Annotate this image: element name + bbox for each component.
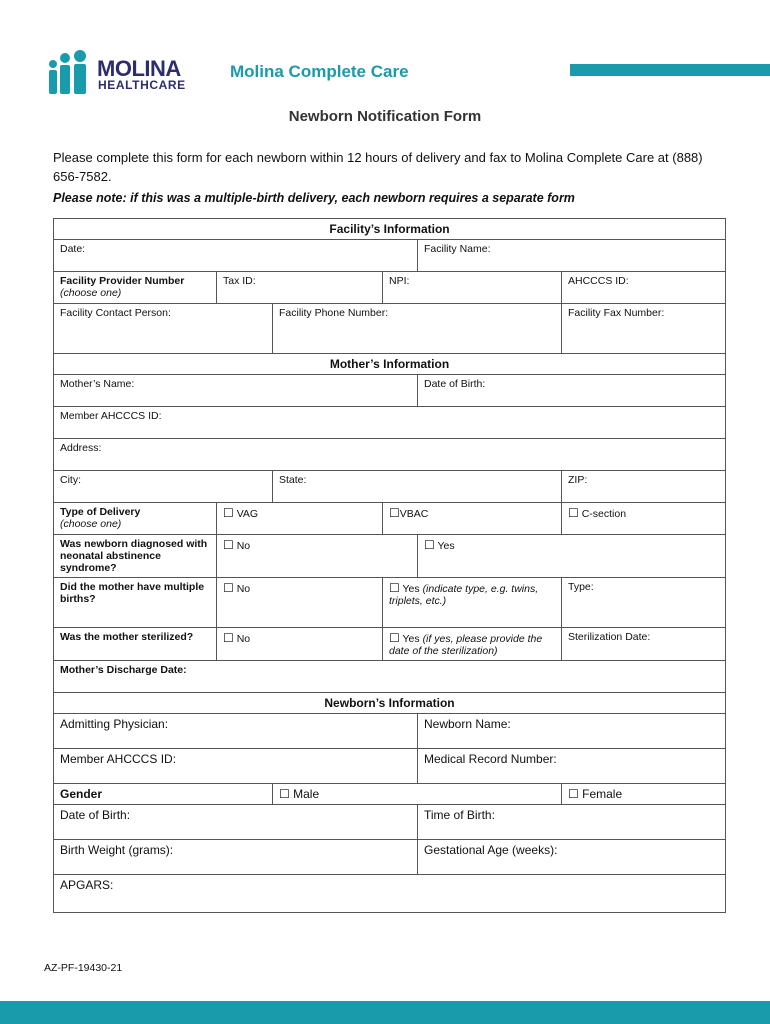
provider-number-label: Facility Provider Number (choose one) (54, 272, 217, 304)
ahcccs-id-field[interactable]: AHCCCS ID: (562, 272, 726, 304)
brand-name: Molina Complete Care (230, 62, 409, 81)
mother-dob-field[interactable]: Date of Birth: (418, 375, 726, 407)
csection-option[interactable]: ☐ C-section (562, 503, 726, 535)
newborn-dob-field[interactable]: Date of Birth: (54, 805, 418, 840)
admitting-physician-field[interactable]: Admitting Physician: (54, 714, 418, 749)
newborn-member-id-field[interactable]: Member AHCCCS ID: (54, 749, 418, 784)
facility-date-field[interactable]: Date: (54, 240, 418, 272)
time-of-birth-field[interactable]: Time of Birth: (418, 805, 726, 840)
vag-option[interactable]: ☐ VAG (217, 503, 383, 535)
gestational-age-field[interactable]: Gestational Age (weeks): (418, 840, 726, 875)
mother-city-field[interactable]: City: (54, 471, 273, 503)
sterilized-question: Was the mother sterilized? (54, 628, 217, 661)
multiple-type-field[interactable]: Type: (562, 578, 726, 628)
multiple-no-checkbox[interactable]: ☐ (223, 581, 234, 595)
sterilized-yes-checkbox[interactable]: ☐ (389, 631, 400, 645)
female-checkbox[interactable]: ☐ (568, 787, 579, 801)
intro-text: Please complete this form for each newborn within 12 hours of delivery and fax to Molina Complete Care at (888) 656-7582. (53, 150, 703, 184)
csection-checkbox[interactable]: ☐ (568, 506, 579, 520)
male-option[interactable]: ☐ Male (273, 784, 562, 805)
mother-state-field[interactable]: State: (273, 471, 562, 503)
facility-section-heading: Facility’s Information (54, 219, 726, 240)
multiple-no-option[interactable]: ☐ No (217, 578, 383, 628)
multiple-yes-option[interactable]: ☐ Yes (indicate type, e.g. twins, triplets, etc.) (383, 578, 562, 628)
page-title: Newborn Notification Form (288, 108, 482, 125)
birth-weight-field[interactable]: Birth Weight (grams): (54, 840, 418, 875)
facility-fax-field[interactable]: Facility Fax Number: (562, 304, 726, 354)
mother-zip-field[interactable]: ZIP: (562, 471, 726, 503)
nas-no-checkbox[interactable]: ☐ (223, 538, 234, 552)
sterilized-yes-option[interactable]: ☐ Yes (if yes, please provide the date of the sterilization) (383, 628, 562, 661)
logo-wordmark: MOLINA (97, 56, 181, 81)
sterilized-no-checkbox[interactable]: ☐ (223, 631, 234, 645)
multiple-births-question: Did the mother have multiple births? (54, 578, 217, 628)
female-option[interactable]: ☐ Female (562, 784, 726, 805)
notification-form-table (53, 218, 726, 913)
mother-name-field[interactable]: Mother’s Name: (54, 375, 418, 407)
medical-record-field[interactable]: Medical Record Number: (418, 749, 726, 784)
sterilization-date-field[interactable]: Sterilization Date: (562, 628, 726, 661)
nas-question: Was newborn diagnosed with neonatal abstinence syndrome? (54, 535, 217, 578)
molina-people-logo-icon (45, 48, 95, 96)
footer-accent-bar (0, 1001, 770, 1024)
header-accent-bar (570, 64, 770, 76)
tax-id-field[interactable]: Tax ID: (217, 272, 383, 304)
gender-label: Gender (54, 784, 273, 805)
mother-discharge-date-field[interactable]: Mother’s Discharge Date: (54, 661, 726, 693)
newborn-section-heading: Newborn’s Information (54, 693, 726, 714)
mother-address-field[interactable]: Address: (54, 439, 726, 471)
nas-yes-option[interactable]: ☐ Yes (418, 535, 726, 578)
apgars-field[interactable]: APGARS: (54, 875, 726, 913)
multiple-yes-checkbox[interactable]: ☐ (389, 581, 400, 595)
logo-subtitle: HEALTHCARE (98, 78, 186, 92)
contact-person-field[interactable]: Facility Contact Person: (54, 304, 273, 354)
mother-member-id-field[interactable]: Member AHCCCS ID: (54, 407, 726, 439)
newborn-name-field[interactable]: Newborn Name: (418, 714, 726, 749)
mother-section-heading: Mother’s Information (54, 354, 726, 375)
delivery-type-label: Type of Delivery (choose one) (54, 503, 217, 535)
npi-field[interactable]: NPI: (383, 272, 562, 304)
facility-phone-field[interactable]: Facility Phone Number: (273, 304, 562, 354)
sterilized-no-option[interactable]: ☐ No (217, 628, 383, 661)
male-checkbox[interactable]: ☐ (279, 787, 290, 801)
nas-no-option[interactable]: ☐ No (217, 535, 418, 578)
vbac-option[interactable]: ☐VBAC (383, 503, 562, 535)
facility-name-field[interactable]: Facility Name: (418, 240, 726, 272)
nas-yes-checkbox[interactable]: ☐ (424, 538, 435, 552)
vag-checkbox[interactable]: ☐ (223, 506, 234, 520)
vbac-checkbox[interactable]: ☐ (389, 506, 400, 520)
multiple-birth-note: Please note: if this was a multiple-birth delivery, each newborn requires a separate form (53, 191, 575, 205)
form-id: AZ-PF-19430-21 (44, 962, 123, 974)
